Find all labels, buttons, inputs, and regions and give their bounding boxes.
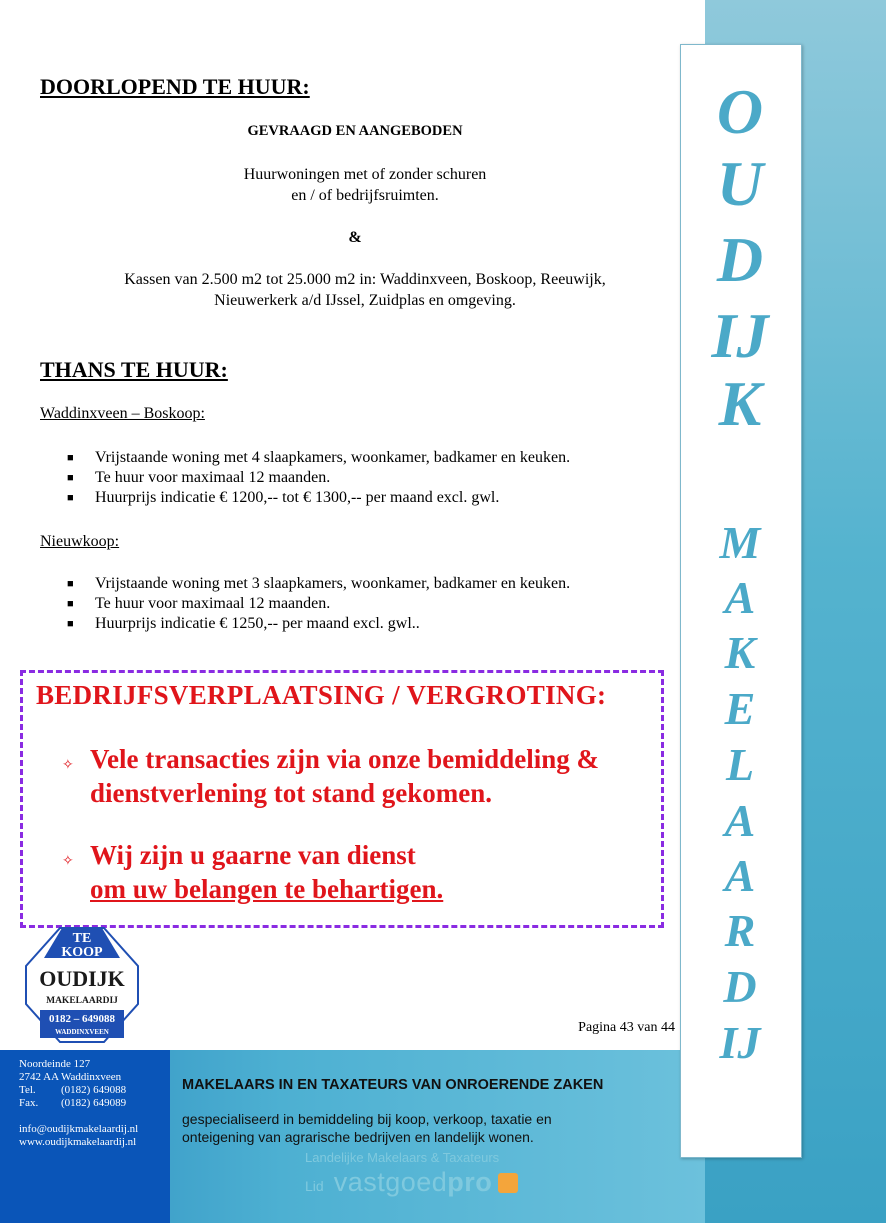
list-item: ■ Vrijstaande woning met 4 slaapkamers, woonkamer, badkamer en keuken.: [40, 448, 680, 468]
footer-address: [19, 1058, 138, 1149]
listing-location: Waddinxveen – Boskoop:: [40, 405, 205, 422]
logo-text: TE: [72, 931, 92, 946]
page-number: Pagina 43 van 44: [578, 1020, 675, 1035]
address-line: 2742 AA Waddinxveen: [19, 1071, 122, 1083]
list-item: ■ Huurprijs indicatie € 1200,-- tot € 1300,-- per maand excl. gwl.: [40, 488, 680, 508]
listing-bullets: [40, 574, 680, 634]
sidebar-letter: U: [716, 148, 764, 219]
oudijk-logo: [22, 926, 142, 1044]
promo-title: BEDRIJFSVERPLAATSING / VERGROTING:: [36, 680, 607, 710]
logo-text: WADDINXVEEN: [55, 1028, 109, 1036]
promo-text: om uw belangen te behartigen.: [90, 874, 444, 904]
vastgoedpro-logo: [305, 1167, 518, 1198]
promo-text: Vele transacties zijn via onze bemiddeling &: [90, 744, 599, 774]
footer-title: MAKELAARS IN EN TAXATEURS VAN ONROERENDE ZAKEN: [182, 1077, 604, 1093]
fax-line: Fax. (0182) 649089: [19, 1097, 127, 1109]
list-item: ■ Te huur voor maximaal 12 maanden.: [40, 468, 680, 488]
body-text: Kassen van 2.500 m2 tot 25.000 m2 in: Waddinxveen, Boskoop, Reeuwijk,: [124, 271, 606, 288]
sidebar-letter: M: [719, 517, 761, 568]
diamond-bullet-icon: ✧: [62, 758, 74, 773]
sidebar-letter: R: [724, 905, 756, 956]
ampersand: &: [348, 229, 362, 246]
section-heading-doorlopend: DOORLOPEND TE HUUR:: [40, 74, 310, 99]
email-link[interactable]: info@oudijkmakelaardij.nl: [19, 1123, 139, 1135]
list-item: ■ Te huur voor maximaal 12 maanden.: [40, 594, 680, 614]
vastgoedpro-square-icon: [498, 1173, 518, 1193]
body-text: Nieuwerkerk a/d IJssel, Zuidplas en omgeving.: [214, 292, 516, 309]
sidebar-letter: D: [716, 224, 764, 295]
sidebar-letter: IJ: [719, 1017, 761, 1068]
diamond-bullet-icon: ✧: [62, 854, 74, 869]
logo-text: 0182 – 649088: [49, 1013, 115, 1025]
address-line: Noordeinde 127: [19, 1058, 91, 1070]
sidebar-letter: O: [716, 76, 764, 147]
section-subheading: GEVRAAGD EN AANGEBODEN: [247, 123, 463, 139]
listing-bullets: [40, 448, 680, 508]
logo-text: KOOP: [61, 945, 103, 960]
logo-text: MAKELAARDIJ: [46, 996, 118, 1006]
sidebar-letter: E: [724, 683, 756, 734]
sidebar-letter: K: [724, 627, 756, 678]
footer-description-line: gespecialiseerd in bemiddeling bij koop, verkoop, taxatie en: [182, 1111, 552, 1127]
listing-location: Nieuwkoop:: [40, 533, 120, 550]
footer-description-line: onteigening van agrarische bedrijven en landelijk wonen.: [182, 1129, 534, 1145]
promo-text: Wij zijn u gaarne van dienst: [90, 840, 416, 870]
list-item: ■ Vrijstaande woning met 3 slaapkamers, woonkamer, badkamer en keuken.: [40, 574, 680, 594]
sidebar-letter: K: [718, 368, 762, 439]
brand-name: vastgoedpro: [333, 1167, 493, 1197]
sidebar-letter: A: [724, 795, 756, 846]
promo-text: dienstverlening tot stand gekomen.: [90, 778, 493, 808]
logo-text: OUDIJK: [39, 966, 125, 991]
sidebar-letter: A: [724, 572, 756, 623]
list-item: ■ Huurprijs indicatie € 1250,-- per maand excl. gwl..: [40, 614, 680, 634]
association-line: Landelijke Makelaars & Taxateurs: [305, 1150, 500, 1165]
sidebar-letter: A: [724, 850, 756, 901]
section-heading-thans: THANS TE HUUR:: [40, 357, 228, 382]
sidebar-letter: IJ: [711, 300, 769, 371]
footer-description: [182, 1110, 682, 1146]
phone-line: Tel. (0182) 649088: [19, 1084, 127, 1096]
lid-label: Lid: [305, 1178, 324, 1194]
body-text: en / of bedrijfsruimten.: [291, 187, 439, 204]
website-link[interactable]: www.oudijkmakelaardij.nl: [19, 1136, 137, 1148]
body-text: Huurwoningen met of zonder schuren: [243, 166, 487, 183]
sidebar-letter: L: [725, 739, 755, 790]
sidebar-letter: D: [723, 961, 757, 1012]
